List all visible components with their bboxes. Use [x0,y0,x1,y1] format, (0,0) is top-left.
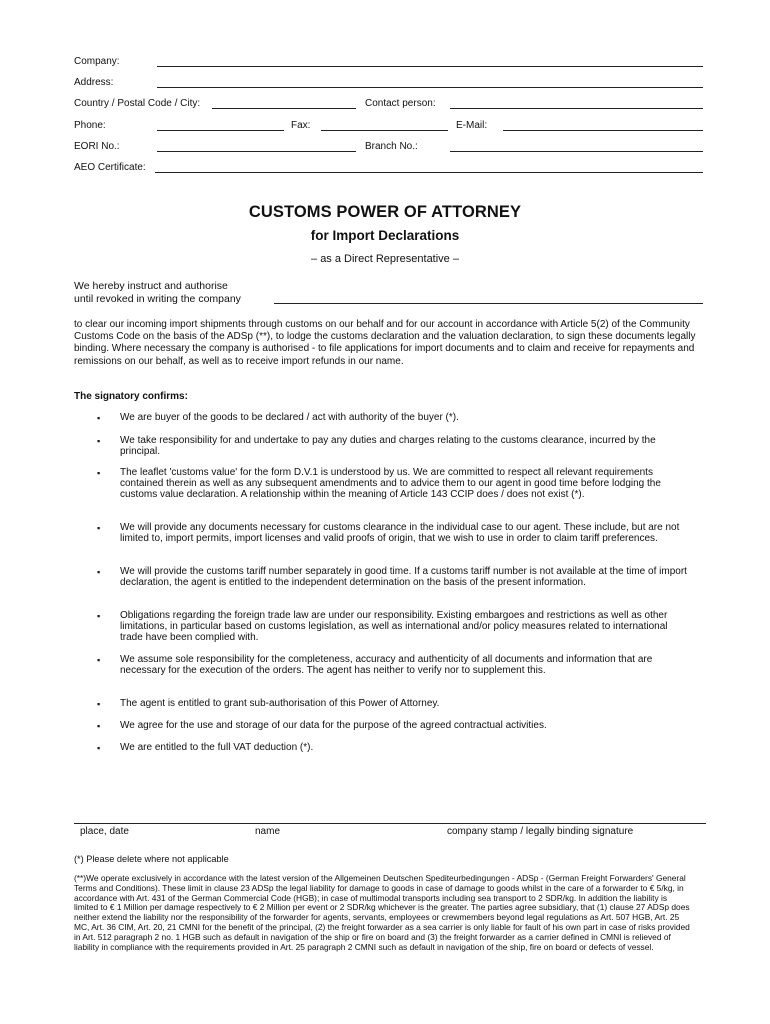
bullet-text: We will provide the customs tariff number separately in good time. If a customs tariff number is not available at the time of import declaration, the agent is entitled to the independent determination on the basis of the present information. [120,566,687,588]
bullet-icon: ▪ [97,413,101,423]
phone-field[interactable] [157,130,284,131]
signatory-heading: The signatory confirms: [74,391,188,402]
instruct-line-1: We hereby instruct and authorise [74,280,228,292]
bullet-icon: ▪ [97,436,101,446]
branch-label: Branch No.: [365,141,418,152]
place-date-label: place, date [80,826,129,837]
country-field[interactable] [212,108,356,109]
bullet-icon: ▪ [97,523,101,533]
company-field[interactable] [157,66,703,67]
phone-label: Phone: [74,120,106,131]
bullet-text: The agent is entitled to grant sub-authorisation of this Power of Attorney. [120,698,440,709]
document-title: CUSTOMS POWER OF ATTORNEY [248,203,522,221]
address-label: Address: [74,77,114,88]
email-label: E-Mail: [456,120,488,131]
fax-field[interactable] [321,130,448,131]
bullet-icon: ▪ [97,721,101,731]
bullet-text: We will provide any documents necessary for customs clearance in the individual case to our agent. These include, but are not limited to, import permits, import licenses and valid proofs of origin, that we wish to use in order to claim tariff preferences. [120,522,680,544]
fax-label: Fax: [291,120,311,131]
representation-type: – as a Direct Representative – [311,253,459,265]
intro-paragraph: to clear our incoming import shipments through customs on our behalf and for our account in accordance with Article 5(2) of the Community Customs Code on the basis of the ADSp (**), to lodge the customs declaration and the valuation declaration, to sign these documents legally binding. Where necessary the company is authorised - to file applications for import documents and to claim and receive for repayments and remissions on our behalf, as well as to receive import refunds in our name. [74,319,696,367]
footnote-adsp: (**)We operate exclusively in accordance with the latest version of the Allgemeinen Deutschen Spediteurbedingungen - ADSp - (German Freight Forwarders' General Terms and Conditions). These limit in clause 23 ADSp the legal liability for damage to goods in case of damage to goods whilst in the care of a forwarder to € 5/kg, in accordance with Art. 431 of the German Commercial Code (HGB); in case of multimodal transports including sea transport to 2 SDR/kg. In addition the liability is limited to € 1 Million per damage respectively to € 2 Million per event or 2 SDR/kg whichever is the greater. The parties agree subsidiary, that (1) clause 27 ADSp does neither extend the liability nor the responsibility of the forwarder for agents, servants, employees or crewmembers beyond legal regulations as Art. 507 HGB, Art. 25 MC, Art. 36 CIM, Art. 20, 21 CMNI for the benefit of the principal, (2) the freight forwarder as a sea carrier is only liable for fault of his own part in case of risks provided in Art. 512 paragraph 2 no. 1 HGB such as default in navigation of the ship or fire on board and (3) the freight forwarder as a carrier defined in CMNI is relieved of liability in compliance with the requirements provided in Art. 25 paragraph 2 CMNI such as default in navigation of the ship, fire on board or defects of vessel. [74,873,690,952]
footnote-delete: (*) Please delete where not applicable [74,854,229,864]
bullet-text: We take responsibility for and undertake to pay any duties and charges relating to the customs clearance, incurred by the principal. [120,435,656,457]
instruct-line-2: until revoked in writing the company [74,293,241,305]
bullet-icon: ▪ [97,699,101,709]
bullet-text: We agree for the use and storage of our data for the purpose of the agreed contractual activities. [120,720,547,731]
bullet-text: Obligations regarding the foreign trade law are under our responsibility. Existing embargoes and restrictions as well as other limitations, in particular based on customs legislation, as well as international and/or policy measures related to international trade have been complied with. [120,610,668,643]
bullet-icon: ▪ [97,655,101,665]
authorised-company-field[interactable] [274,303,703,304]
bullet-text: The leaflet 'customs value' for the form D.V.1 is understood by us. We are committed to respect all relevant requirements contained therein as well as any subsequent amendments and to advice them to our agent in good time before lodging the customs value declaration. A relationship within the meaning of Article 143 CCIP does / does not exist (*). [120,467,661,500]
address-field[interactable] [157,87,703,88]
bullet-text: We are buyer of the goods to be declared / act with authority of the buyer (*). [120,412,459,423]
aeo-field[interactable] [155,172,703,173]
branch-field[interactable] [450,151,703,152]
bullet-icon: ▪ [97,468,101,478]
document-subtitle: for Import Declarations [310,228,460,243]
contact-field[interactable] [450,108,703,109]
bullet-text: We assume sole responsibility for the completeness, accuracy and authenticity of all documents and information that are necessary for the execution of the orders. The agent has neither to verify nor to supplement this. [120,654,653,676]
email-field[interactable] [503,130,703,131]
country-label: Country / Postal Code / City: [74,98,201,109]
eori-field[interactable] [157,151,356,152]
bullet-icon: ▪ [97,611,101,621]
bullet-icon: ▪ [97,743,101,753]
aeo-label: AEO Certificate: [74,162,146,173]
company-label: Company: [74,56,120,67]
name-label: name [255,826,281,837]
stamp-signature-label: company stamp / legally binding signature [447,826,634,837]
contact-label: Contact person: [365,98,436,109]
bullet-icon: ▪ [97,567,101,577]
signature-line[interactable] [74,823,706,824]
eori-label: EORI No.: [74,141,120,152]
bullet-text: We are entitled to the full VAT deduction (*). [120,742,314,753]
